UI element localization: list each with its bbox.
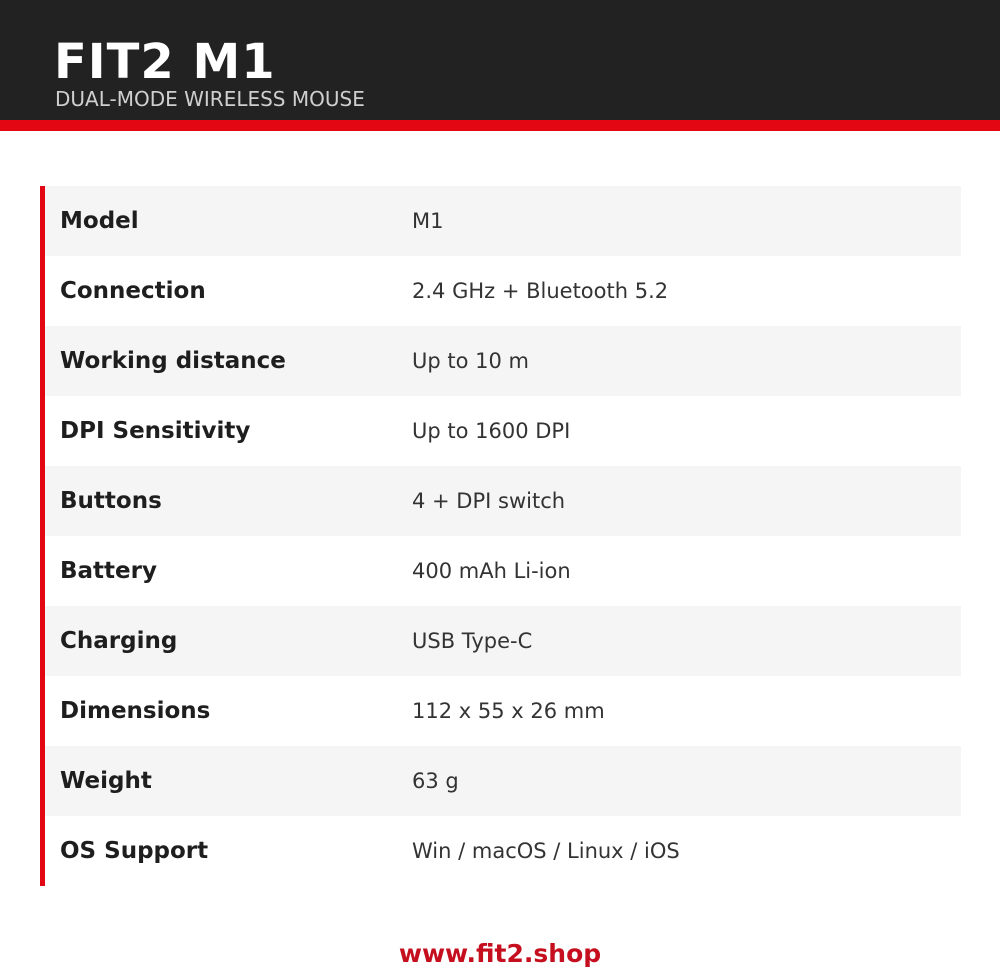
spec-value: Win / macOS / Linux / iOS [412, 839, 680, 863]
spec-value: 112 x 55 x 26 mm [412, 699, 605, 723]
spec-label: Model [60, 208, 139, 234]
spec-label: Weight [60, 768, 152, 794]
spec-label: Battery [60, 558, 157, 584]
spec-row-battery [45, 536, 961, 606]
header-accent-stripe [0, 120, 1000, 131]
spec-row-working-distance [45, 326, 961, 396]
spec-value: Up to 10 m [412, 349, 529, 373]
spec-value: USB Type-C [412, 629, 533, 653]
spec-row-weight [45, 746, 961, 816]
spec-value: 63 g [412, 769, 459, 793]
spec-row-connection [45, 256, 961, 326]
spec-row-buttons [45, 466, 961, 536]
spec-value: 400 mAh Li-ion [412, 559, 571, 583]
product-subtitle: DUAL-MODE WIRELESS MOUSE [55, 87, 365, 111]
spec-label: Working distance [60, 348, 286, 374]
spec-row-charging [45, 606, 961, 676]
spec-label: Buttons [60, 488, 162, 514]
product-title: FIT2 M1 [54, 34, 276, 90]
spec-value: 2.4 GHz + Bluetooth 5.2 [412, 279, 669, 303]
spec-label: Dimensions [60, 698, 211, 724]
spec-value: 4 + DPI switch [412, 489, 566, 513]
spec-value: Up to 1600 DPI [412, 419, 571, 443]
spec-row-model [45, 186, 961, 256]
spec-value: M1 [412, 209, 444, 233]
spec-label: Connection [60, 278, 206, 304]
spec-table [40, 186, 961, 886]
spec-label: OS Support [60, 838, 209, 864]
website-link[interactable]: www.fit2.shop [398, 939, 602, 968]
spec-row-dpi-sensitivity [45, 396, 961, 466]
header-banner [0, 0, 1000, 120]
spec-label: DPI Sensitivity [60, 418, 251, 444]
spec-row-os-support [45, 816, 961, 886]
spec-label: Charging [60, 628, 178, 654]
spec-row-dimensions [45, 676, 961, 746]
